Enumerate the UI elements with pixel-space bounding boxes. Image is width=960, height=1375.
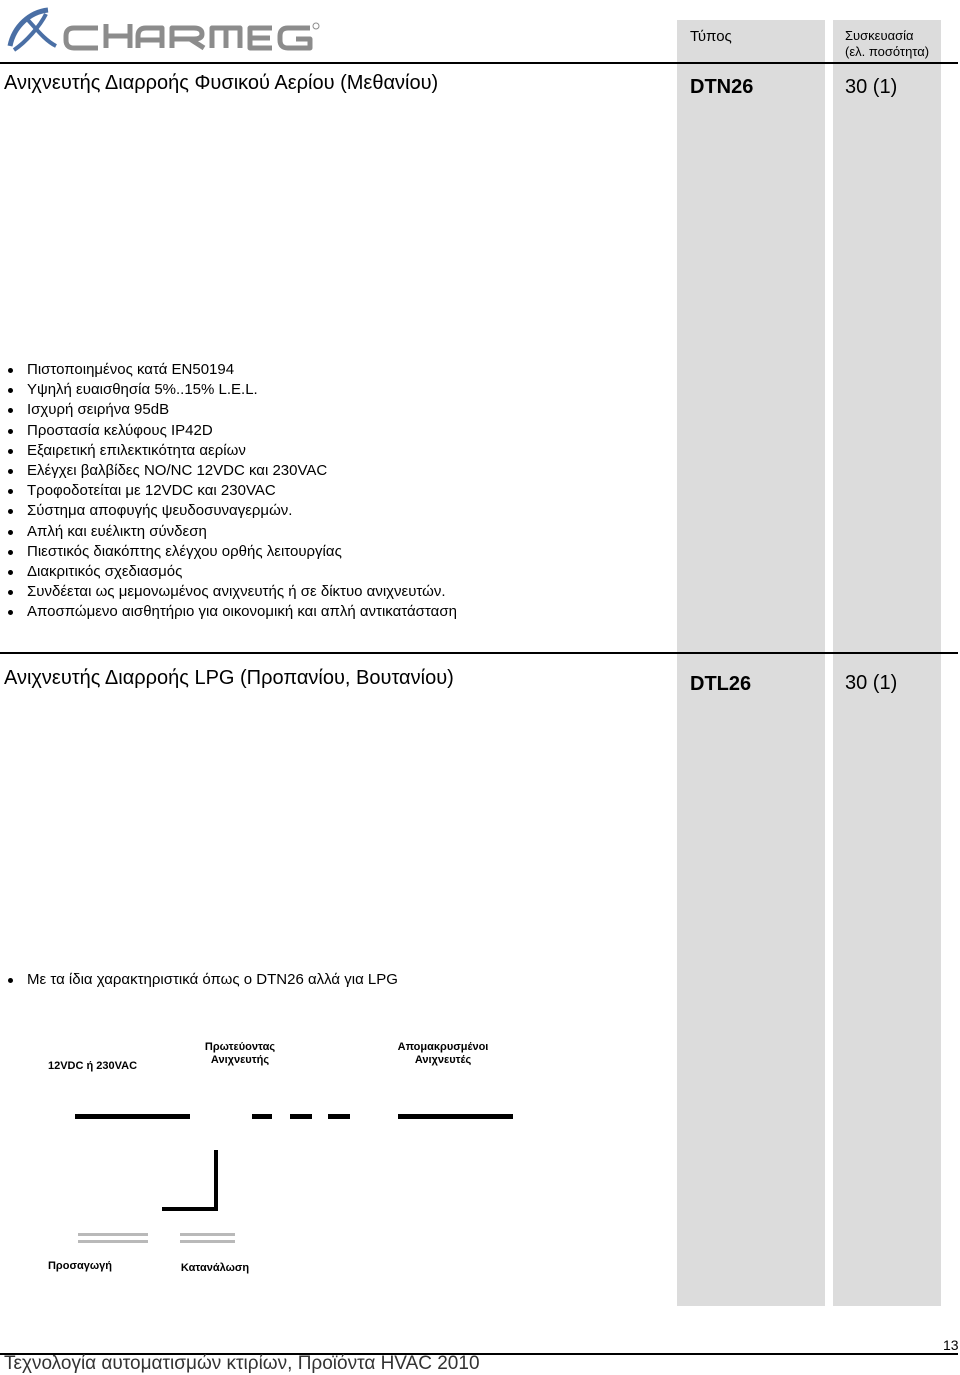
section-divider <box>0 652 958 654</box>
list-item: Αποσπώμενο αισθητήριο για οικονομική και απλή αντικατάσταση <box>8 602 457 622</box>
diagram-primary-label <box>180 1041 300 1067</box>
pipe-line <box>78 1240 148 1243</box>
remote-label-line2: Ανιχνευτές <box>414 1054 472 1066</box>
diagram-power-label: 12VDC ή 230VAC <box>47 1060 138 1072</box>
package-header-line2: (ελ. ποσότητα) <box>845 44 930 59</box>
product2-feature-list <box>8 970 398 990</box>
power-wire <box>75 1114 190 1119</box>
charmeg-logo <box>4 6 322 54</box>
primary-label-line1: Πρωτεύοντας <box>204 1041 276 1053</box>
primary-label-line2: Ανιχνευτής <box>210 1054 270 1066</box>
package-column-header <box>845 28 929 60</box>
header-divider <box>0 62 958 64</box>
page-number: 13 <box>943 1337 959 1353</box>
valve-wire-horizontal <box>162 1207 218 1211</box>
package-header-line1: Συσκευασία <box>845 28 914 43</box>
network-wire-dash <box>328 1114 350 1119</box>
remote-label-line1: Απομακρυσμένοι <box>397 1041 489 1053</box>
list-item: Προστασία κελύφους IP42D <box>8 421 457 441</box>
product1-qty: 30 (1) <box>845 76 898 98</box>
list-item: Πιεστικός διακόπτης ελέγχου ορθής λειτουργίας <box>8 542 457 562</box>
package-column-background <box>833 20 941 1306</box>
list-item: Εξαιρετική επιλεκτικότητα αερίων <box>8 441 457 461</box>
list-item: Τροφοδοτείται με 12VDC και 230VAC <box>8 481 457 501</box>
type-column-background <box>677 20 825 1306</box>
list-item: Με τα ίδια χαρακτηριστικά όπως ο DTN26 αλλά για LPG <box>8 970 398 990</box>
pipe-line <box>180 1240 235 1243</box>
list-item: Συνδέεται ως μεμονωμένος ανιχνευτής ή σε δίκτυο ανιχνευτών. <box>8 582 457 602</box>
footer-text: Τεχνολογία αυτοματισμών κτιρίων, Προϊόντα HVAC 2010 <box>4 1353 480 1374</box>
diagram-supply-label: Προσαγωγή <box>47 1260 112 1272</box>
pipe-line <box>78 1233 148 1236</box>
list-item: Πιστοποιημένος κατά EN50194 <box>8 360 457 380</box>
valve-wire-vertical <box>214 1150 218 1210</box>
product2-code: DTL26 <box>690 673 752 695</box>
remote-wire <box>398 1114 513 1119</box>
product2-title: Ανιχνευτής Διαρροής LPG (Προπανίου, Βουτανίου) <box>4 667 454 689</box>
list-item: Ισχυρή σειρήνα 95dB <box>8 400 457 420</box>
pipe-line <box>180 1233 235 1236</box>
diagram-remote-label <box>383 1041 503 1067</box>
list-item: Διακριτικός σχεδιασμός <box>8 562 457 582</box>
product1-code: DTN26 <box>690 76 754 98</box>
product1-feature-list <box>8 360 457 622</box>
product2-qty: 30 (1) <box>845 672 898 694</box>
list-item: Ελέγχει βαλβίδες NO/NC 12VDC και 230VAC <box>8 461 457 481</box>
network-wire-dash <box>290 1114 312 1119</box>
list-item: Υψηλή ευαισθησία 5%..15% L.E.L. <box>8 380 457 400</box>
network-wire-dash <box>252 1114 272 1119</box>
product1-title: Ανιχνευτής Διαρροής Φυσικού Αερίου (Μεθανίου) <box>4 72 439 94</box>
list-item: Απλή και ευέλικτη σύνδεση <box>8 522 457 542</box>
list-item: Σύστημα αποφυγής ψευδοσυναγερμών. <box>8 501 457 521</box>
diagram-consumption-label: Κατανάλωση <box>180 1262 250 1274</box>
type-column-header: Τύπος <box>690 28 732 45</box>
